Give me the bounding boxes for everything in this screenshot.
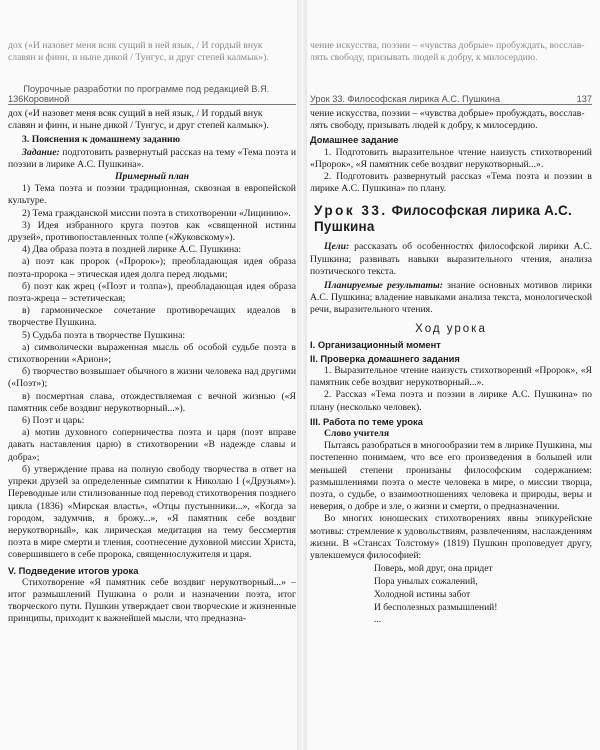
plan-item: 1) Тема поэта и поэзии традиционная, сквозная в европейской культуре. [8, 183, 296, 207]
results-label: Планируемые результаты: [324, 280, 443, 292]
page-number: 136 [8, 94, 24, 104]
section-heading: I. Организационный момент [310, 338, 441, 350]
left-prev-page-spill [8, 0, 296, 86]
check-item: 1. Выразительное чтение наизусть стихотворений «Пророк», «Я памятник себе воздвиг нерукотворный...». [310, 365, 592, 389]
section-heading: V. Подведение итогов урока [8, 564, 139, 576]
plan-item: 5) Судьба поэта в творчестве Пушкина: [22, 329, 186, 341]
spill-line: славян и финн, и ныне дикой / Тунгус, и друг степей калмык»). [8, 52, 269, 64]
results-text: знание основных мотивов лирики А.С. Пушкина; владение навыками анализа текста, монологической речи, выразительного чтения. [310, 280, 592, 316]
left-page-body [8, 108, 296, 626]
poem-line: ... [374, 615, 382, 626]
check-item: 2. Рассказ «Тема поэта и поэзии в лирике А.С. Пушкина» по плану (несколько человек). [310, 389, 592, 413]
section-heading: Домашнее задание [310, 134, 399, 146]
poem-quote [310, 564, 592, 627]
plan-item: а) символически выраженная мысль об особой судьбе поэта в стихотворении «Арион»; [8, 341, 296, 366]
spill-line: дох («И назовет меня всяк сущий в ней язык, / И гордый внук [8, 40, 263, 51]
summary-paragraph: Стихотворение «Я памятник себе воздвиг нерукотворный...» – итог размышлений Пушкина о роли и назначении поэта, итог творческого пути. Пушкин утверждает свои творческие и жизненные принципы, приходит к важнейшей мысли, что предназна- [8, 576, 296, 625]
plan-list [8, 183, 296, 561]
plan-item: б) поэт как жрец («Поэт и толпа»), преобладающая идея образа поэта-жреца – эстетическая; [8, 280, 296, 305]
section-heading: II. Проверка домашнего задания [310, 352, 460, 364]
goals-text: рассказать об особенностях философской лирики А.С. Пушкина; развивать навыки выразительного чтения, анализа поэтического текста. [310, 241, 592, 277]
text-line: славян и финн, и ныне дикой / Тунгус, и друг степей калмык»). [8, 120, 269, 132]
lesson-number: Урок 33. [314, 203, 388, 219]
lesson-course-heading: Ход урока [415, 322, 487, 335]
poem-line: И бесполезных размышлений! [374, 602, 498, 613]
plan-item: а) мотив духовного соперничества поэта и царя (поэт вправе давать наставления царю) в стихотворении «В надежде славы и добра»; [8, 427, 296, 463]
section-heading: III. Работа по теме урока [310, 415, 423, 427]
plan-item: б) творчество возвышает обычного в жизни человека над другими («Поэт»); [8, 366, 296, 390]
text-line: лять свободу, призывать людей к добру, к милосердию. [310, 120, 538, 132]
text-line: дох («И назовет меня всяк сущий в ней язык, / И гордый внук [8, 108, 263, 119]
right-prev-page-spill [310, 0, 592, 86]
book-gutter [297, 0, 307, 750]
task-text: подготовить развернутый рассказ на тему «Тема поэта и поэзии в лирике А.С. Пушкина». [8, 146, 296, 170]
goals-paragraph [310, 241, 592, 278]
right-page [310, 0, 592, 750]
running-title: Урок 33. Философская лирика А.С. Пушкина [310, 94, 500, 104]
homework-item: 1. Подготовить выразительное чтение наизусть стихотворений «Пророк», «Я памятник себе воздвиг нерукотворный...». [310, 146, 592, 170]
teacher-word-heading: Слово учителя [324, 428, 390, 440]
task-label: Задание: [22, 146, 60, 158]
spill-line: лять свободу, призывать людей к добру, к милосердию. [310, 52, 538, 64]
task-paragraph [8, 147, 296, 171]
plan-item: б) утверждение права на полную свободу творчества в ответ на упреки друзей за определенные симпатии к Николаю I («Друзьям»). Переводные или стилизованные под перевод стихотворения позднего цикла (1836) «Мирская власть», «Отцы пустынники...», «Когда за городом, задумчив, я брожу...», «Я памятник себе воздвиг нерукотворный», как лирическая медитация на тему бессмертия поэта в мире смерти и тления, соотнесение духовной миссии Христа, совершившего в себе пророка, священнослужителя и царя. [8, 463, 296, 561]
plan-item: 6) Поэт и царь: [22, 415, 85, 427]
page-number: 137 [576, 94, 592, 104]
section-heading: 3. Пояснения к домашнему заданию [22, 134, 181, 146]
left-page [8, 0, 296, 750]
plan-heading: Примерный план [114, 171, 190, 183]
teacher-paragraph: Пытаясь разобраться в многообразии тем в лирике Пушкина, мы постепенно понимаем, что все его произведения в большей или меньшей степени пронизаны философским содержанием: размышлениями поэта о месте человека в мире, о миссии творца, поэта, о судьбе, о взаимоотношениях человека и природы, веры и неверия, о добре и зле, о жизни и смерти, о предназначении. [310, 440, 592, 513]
teacher-paragraph: Во многих юношеских стихотворениях явны эпикурейские мотивы: стремление к удовольствиям, развлечениям, наслаждениям жизни. В «Стансах Толстому» (1819) Пушкин проповедует другу, увлекшемуся философией: [310, 513, 592, 562]
results-paragraph [310, 280, 592, 317]
plan-item: 2) Тема гражданской миссии поэта в стихотворении «Лицинию». [22, 207, 291, 219]
left-running-header [8, 84, 296, 105]
plan-item: в) посмертная слава, отождествляемая с вечной жизнью («Я памятник себе воздвиг нерукотворный...»). [8, 390, 296, 414]
goals-label: Цели: [324, 241, 350, 253]
poem-line: Поверь, мой друг, она придет [374, 564, 493, 575]
right-page-body [310, 108, 592, 627]
plan-item: 3) Идея избранного круга поэтов как «священной истины друзей», противопоставленных толпе («Жуковскому»). [8, 219, 296, 244]
running-title: Поурочные разработки по программе под редакцией В.Я. Коровиной [23, 84, 270, 104]
poem-line: Пора унылых сожалений, [374, 577, 478, 588]
text-line: чение искусства, поэзии – «чувства добрые» пробуждать, восслав- [310, 108, 585, 119]
plan-item: а) поэт как пророк («Пророк»); преобладающая идея образа поэта-пророка – этическая идея долга перед людьми; [8, 256, 296, 280]
plan-item: 4) Два образа поэта в поздней лирике А.С. Пушкина: [22, 244, 242, 256]
right-running-header [310, 90, 592, 105]
lesson-name: Философская лирика А.С. Пушкина [314, 203, 572, 235]
poem-line: Холодной истины забот [374, 589, 471, 600]
plan-item: в) гармоническое сочетание противоречащих идеалов в творчестве Пушкина. [8, 305, 296, 329]
homework-item: 2. Подготовить развернутый рассказ «Тема поэта и поэзии в лирике А.С. Пушкина» по плану. [310, 171, 592, 195]
spill-line: чение искусства, поэзии – «чувства добрые» пробуждать, восслав- [310, 40, 585, 51]
lesson-title [314, 203, 592, 235]
